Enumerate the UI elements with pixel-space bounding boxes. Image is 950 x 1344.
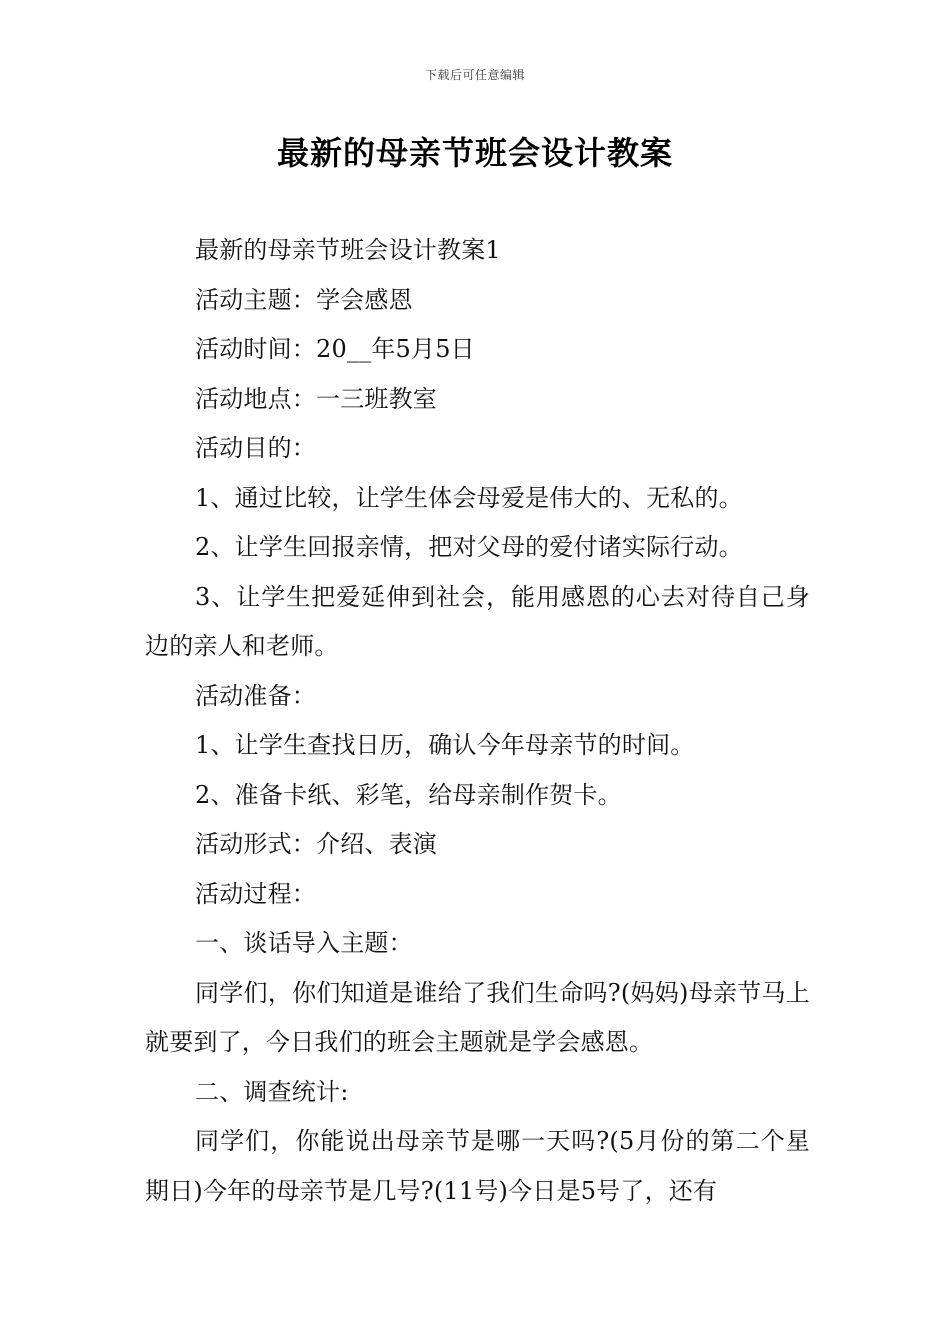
process-paragraph: 同学们，你们知道是谁给了我们生命吗?(妈妈)母亲节马上就要到了，今日我们的班会主题就是学会感恩。 [145,978,810,1056]
goal-item: 3、让学生把爱延伸到社会，能用感恩的心去对待自己身边的亲人和老师。 [145,582,810,660]
goal-item: 2、让学生回报亲情，把对父母的爱付诸实际行动。 [195,533,743,561]
activity-format: 活动形式：介绍、表演 [195,830,437,858]
document-title: 最新的母亲节班会设计教案 [276,134,673,172]
document-body [145,226,810,1216]
section-heading: 最新的母亲节班会设计教案1 [195,236,501,264]
header-note: 下载后可任意编辑 [424,68,525,82]
process-paragraph: 同学们，你能说出母亲节是哪一天吗?(5月份的第二个星期日)今年的母亲节是几号?(11号)今日是5号了，还有 [145,1127,810,1205]
activity-time: 活动时间：20__年5月5日 [195,335,475,363]
process-step-heading: 二、调查统计: [195,1077,349,1106]
activity-process-heading: 活动过程： [195,879,316,908]
process-step-heading: 一、谈话导入主题： [195,929,413,957]
activity-goals-heading: 活动目的： [195,434,316,462]
prep-item: 1、让学生查找日历，确认今年母亲节的时间。 [195,731,695,759]
activity-prep-heading: 活动准备： [195,681,316,710]
prep-item: 2、准备卡纸、彩笔，给母亲制作贺卡。 [195,780,622,809]
activity-location: 活动地点：一三班教室 [195,384,437,413]
activity-theme: 活动主题：学会感恩 [195,285,413,314]
goal-item: 1、通过比较，让学生体会母爱是伟大的、无私的。 [195,483,743,512]
